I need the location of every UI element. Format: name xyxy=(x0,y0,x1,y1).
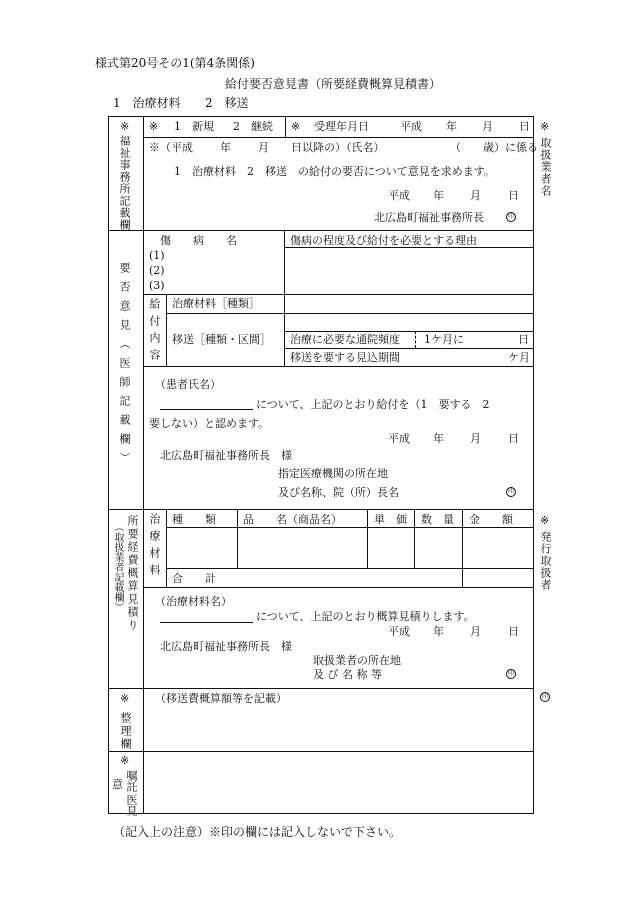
disease-item: (1) xyxy=(149,249,165,262)
period-label: 移送を要する見込期間 xyxy=(290,351,400,364)
patient-label: （患者氏名） xyxy=(155,378,221,391)
frame-left xyxy=(108,116,109,814)
total-label: 合 計 xyxy=(172,572,216,585)
arrangement-note: （移送費概算額等を記載） xyxy=(155,692,287,705)
col-quantity: 数 量 xyxy=(421,513,454,526)
estimate-section-sublabel: （取扱業者記載欄） xyxy=(112,522,123,612)
disease-item: (2) xyxy=(149,264,165,277)
opinion-request: 1 治療材料 2 移送 の給付の要否について意見を求めます。 xyxy=(174,165,495,178)
col-unit-price: 単 価 xyxy=(374,513,407,526)
form-title: 給付要否意見書（所要経費概算見積書） xyxy=(225,77,442,91)
issuer-label: 発行取扱者 xyxy=(539,531,552,591)
office-section-label: 福祉事務所記載欄 xyxy=(118,135,131,231)
material-type-label: 治療材料［種類］ xyxy=(172,297,260,310)
frame-right xyxy=(533,116,534,814)
patient-name-label: 日以降の）（氏名） xyxy=(291,141,385,154)
label-column-divider xyxy=(143,116,144,814)
arrangement-label: 整理欄 xyxy=(119,712,132,751)
disease-item: (3) xyxy=(149,279,165,292)
frequency-label: 治療に必要な通院頻度 xyxy=(290,333,400,346)
option-continue: 2 継続 xyxy=(233,120,273,133)
office-mark: ※ xyxy=(120,120,130,133)
option-new: 1 新規 xyxy=(174,120,214,133)
doctor-section-label: 要否意見（医師記載欄） xyxy=(118,262,131,471)
doctor-opinion-label: 医見 xyxy=(125,794,138,816)
benefit-content-label: 給付内容 xyxy=(148,298,161,366)
disease-header: 傷 病 名 xyxy=(160,234,237,247)
office-signer: 北広島町福祉事務所長 xyxy=(374,211,484,224)
col-product-name: 品 名（商品名） xyxy=(243,513,342,526)
reason-header: 傷病の程度及び給付を必要とする理由 xyxy=(290,234,477,247)
seal-mark: 印 xyxy=(507,488,514,495)
seal-mark: 印 xyxy=(541,693,548,700)
type-option-material: 1 治療材料 xyxy=(113,96,181,110)
received-date-label: 受理年月日 xyxy=(314,120,369,133)
frame-top xyxy=(108,116,534,117)
vendor-name-label: 取扱業者名 xyxy=(539,137,552,197)
estimate-material-label: 治療材料 xyxy=(148,513,161,581)
col-amount: 金 額 xyxy=(469,513,513,526)
commissioned-label: 嘱託 xyxy=(125,770,138,792)
transport-type-label: 移送［種類・区間］ xyxy=(172,333,271,346)
estimate-addressee: 北広島町福祉事務所長 様 xyxy=(160,640,292,653)
seal-mark: 印 xyxy=(507,670,514,677)
type-option-transport: 2 移送 xyxy=(205,96,249,110)
seal-mark: 印 xyxy=(507,213,514,220)
col-type: 種 類 xyxy=(172,513,216,526)
material-name-label: （治療材料名） xyxy=(155,595,232,608)
form-number: 様式第20号その1(第4条関係) xyxy=(95,56,255,70)
entry-note: （記入上の注意）※印の欄には記入しないで下さい。 xyxy=(113,825,402,839)
doctor-addressee: 北広島町福祉事務所長 様 xyxy=(160,449,292,462)
frame-bottom xyxy=(108,813,534,814)
estimate-section-label: 所要経費概算見積り xyxy=(126,515,139,632)
